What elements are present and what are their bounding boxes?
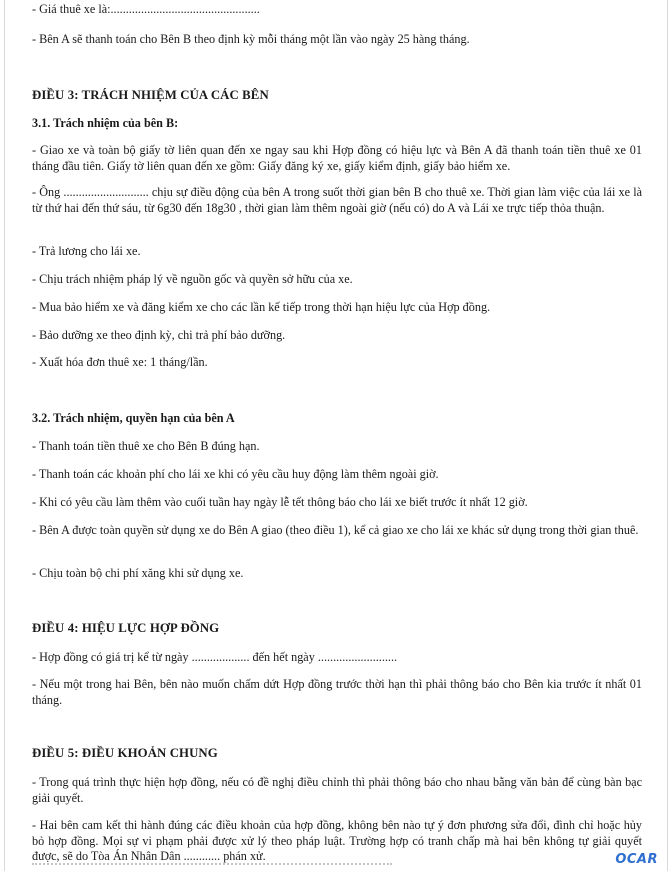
- article-5-heading: ĐIỀU 5: ĐIỀU KHOẢN CHUNG: [32, 746, 218, 760]
- article-4-heading: ĐIỀU 4: HIỆU LỰC HỢP ĐỒNG: [32, 621, 220, 635]
- article-5-heading-block: [32, 746, 642, 761]
- payment-clause: [32, 32, 642, 48]
- b-duty-3: - Trả lương cho lái xe.: [32, 244, 141, 258]
- b-duty-2: - Ông ............................ chịu sự điều động của bên A trong suốt thời gian bên B cho thuê xe. Thời gian làm việc của lái xe là từ thứ hai đến thứ sáu, từ 6g30 đến 18g30 , thời gian làm thêm ngoài giờ (nếu có) do A và Lái xe trực tiếp thỏa thuận.: [32, 185, 642, 215]
- section-3-2-heading: 3.2. Trách nhiệm, quyền hạn của bên A: [32, 411, 235, 425]
- b-duty-5-block: [32, 300, 642, 316]
- general-clause-1-block: [32, 775, 642, 806]
- b-duty-7: - Xuất hóa đơn thuê xe: 1 tháng/lần.: [32, 355, 208, 369]
- b-duty-6: - Bảo dưỡng xe theo định kỳ, chi trả phí bảo dưỡng.: [32, 328, 286, 342]
- early-termination-block: [32, 677, 642, 708]
- b-duty-4: - Chịu trách nhiệm pháp lý về nguồn gốc và quyền sở hữu của xe.: [32, 272, 353, 286]
- a-duty-3-block: [32, 495, 642, 511]
- a-duty-4-block: [32, 523, 642, 539]
- price-clause: [32, 2, 642, 18]
- b-duty-1-block: [32, 143, 642, 174]
- a-duty-4: - Bên A được toàn quyền sử dụng xe do Bên A giao (theo điều 1), kể cả giao xe cho lái xe khác sử dụng trong thời gian thuê.: [32, 523, 639, 537]
- b-duty-4-block: [32, 272, 642, 288]
- b-duty-7-block: [32, 355, 642, 371]
- section-3-2-heading-block: [32, 411, 642, 426]
- a-duty-1-block: [32, 439, 642, 455]
- a-duty-5-block: [32, 566, 642, 582]
- a-duty-1: - Thanh toán tiền thuê xe cho Bên B đúng hạn.: [32, 439, 260, 453]
- b-duty-3-block: [32, 244, 642, 260]
- article-3-heading: ĐIỀU 3: TRÁCH NHIỆM CỦA CÁC BÊN: [32, 88, 269, 102]
- general-clause-1: - Trong quá trình thực hiện hợp đồng, nếu có đề nghị điều chỉnh thì phải thông báo cho nhau bằng văn bản để cùng bàn bạc giải quyết.: [32, 775, 642, 805]
- validity-period: - Hợp đồng có giá trị kể từ ngày ................... đến hết ngày ..........................: [32, 650, 398, 664]
- page-border-right: [667, 0, 668, 871]
- page-border-left: [4, 0, 5, 871]
- payment-schedule-line: - Bên A sẽ thanh toán cho Bên B theo định kỳ mỗi tháng một lần vào ngày 25 hàng tháng.: [32, 32, 470, 46]
- a-duty-3: - Khi có yêu cầu làm thêm vào cuối tuần hay ngày lễ tết thông báo cho lái xe biết trước ít nhất 12 giờ.: [32, 495, 528, 509]
- a-duty-2-block: [32, 467, 642, 483]
- validity-period-block: [32, 650, 642, 666]
- general-clause-2: - Hai bên cam kết thi hành đúng các điều khoản của hợp đồng, không bên nào tự ý đơn phương sửa đổi, đình chỉ hoặc hủy bỏ hợp đồng. Mọi sự vi phạm phải được xử lý theo pháp luật. Trường hợp có tranh chấp mà hai bên không tự giải quyết được, sẽ do Tòa Án Nhân Dân ............ phán xử.: [32, 818, 642, 863]
- a-duty-2: - Thanh toán các khoản phí cho lái xe khi có yêu cầu huy động làm thêm ngoài giờ.: [32, 467, 439, 481]
- rental-price-line: - Giá thuê xe là:.................................................: [32, 2, 260, 16]
- article-4-heading-block: [32, 621, 642, 636]
- general-clause-2-block: [32, 818, 642, 865]
- section-3-1-heading-block: [32, 116, 642, 131]
- watermark-brand: OCAR: [615, 852, 658, 867]
- b-duty-5: - Mua bảo hiểm xe và đăng kiểm xe cho các lần kế tiếp trong thời hạn hiệu lực của Hợp đồng.: [32, 300, 491, 314]
- b-duty-1: - Giao xe và toàn bộ giấy tờ liên quan đến xe ngay sau khi Hợp đồng có hiệu lực và Bên A đã thanh toán tiền thuê xe 01 tháng đầu tiên. Giấy tờ liên quan đến xe gồm: Giấy đăng ký xe, giấy kiểm định, giấy bảo hiểm xe.: [32, 143, 642, 173]
- early-termination: - Nếu một trong hai Bên, bên nào muốn chấm dứt Hợp đồng trước thời hạn thì phải thông báo cho Bên kia trước ít nhất 01 tháng.: [32, 677, 642, 707]
- next-line-fragment: [32, 863, 392, 871]
- watermark-logo: [615, 852, 658, 867]
- b-duty-6-block: [32, 328, 642, 344]
- a-duty-5: - Chịu toàn bộ chi phí xăng khi sử dụng xe.: [32, 566, 244, 580]
- section-3-1-heading: 3.1. Trách nhiệm của bên B:: [32, 116, 179, 130]
- b-duty-2-block: [32, 185, 642, 216]
- article-3-heading-block: [32, 88, 642, 103]
